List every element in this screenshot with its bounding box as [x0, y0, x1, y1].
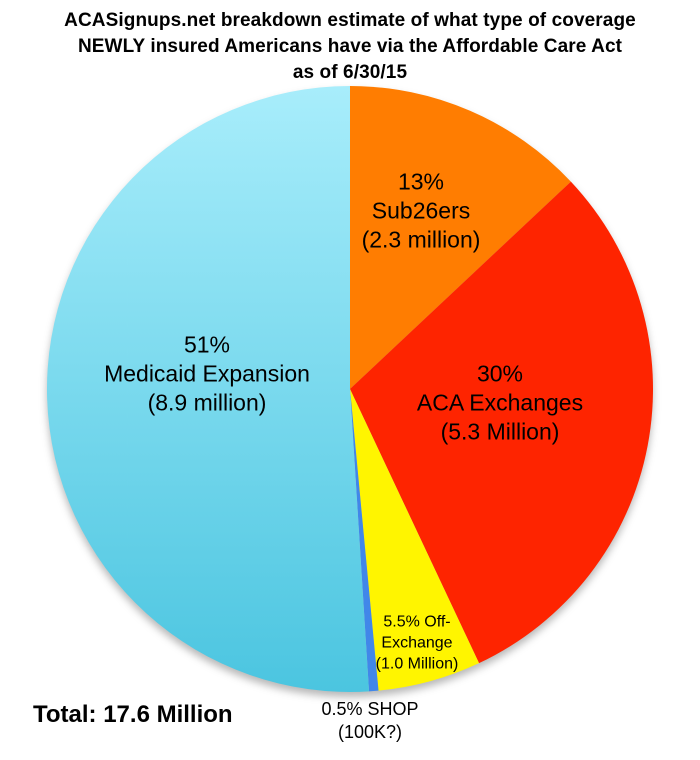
slice-percent: 51%	[183, 331, 231, 358]
total-label: Total: 17.6 Million	[33, 701, 233, 728]
slice-label-off-exchange	[376, 612, 459, 675]
slice-name: Sub26ers	[371, 197, 471, 224]
chart-title-line-2: NEWLY insured Americans have via the Affordable Care Act	[77, 36, 623, 57]
slice-name: Exchange	[381, 634, 453, 652]
slice-value: (2.3 million)	[361, 226, 481, 253]
chart-title-line-3: as of 6/30/15	[292, 62, 408, 83]
chart-title-line-1: ACASignups.net breakdown estimate of what type of coverage	[64, 10, 636, 31]
slice-value: (8.9 million)	[147, 389, 267, 416]
slice-percent: 13%	[397, 168, 445, 195]
slice-percent: 0.5% SHOP	[321, 699, 419, 719]
slice-name: Medicaid Expansion	[104, 360, 310, 387]
slice-label-shop	[321, 698, 418, 744]
slice-value: (100K?)	[337, 722, 403, 742]
slice-label-aca-exchanges	[417, 360, 583, 447]
slice-percent: 30%	[476, 360, 524, 387]
slice-label-sub26ers	[362, 168, 481, 255]
slice-name: ACA Exchanges	[416, 389, 584, 416]
slice-value: (1.0 Million)	[375, 655, 459, 673]
slice-value: (5.3 Million)	[440, 418, 560, 445]
slice-percent: 5.5% Off-	[383, 613, 451, 631]
slice-label-medicaid-expansion	[104, 331, 310, 418]
